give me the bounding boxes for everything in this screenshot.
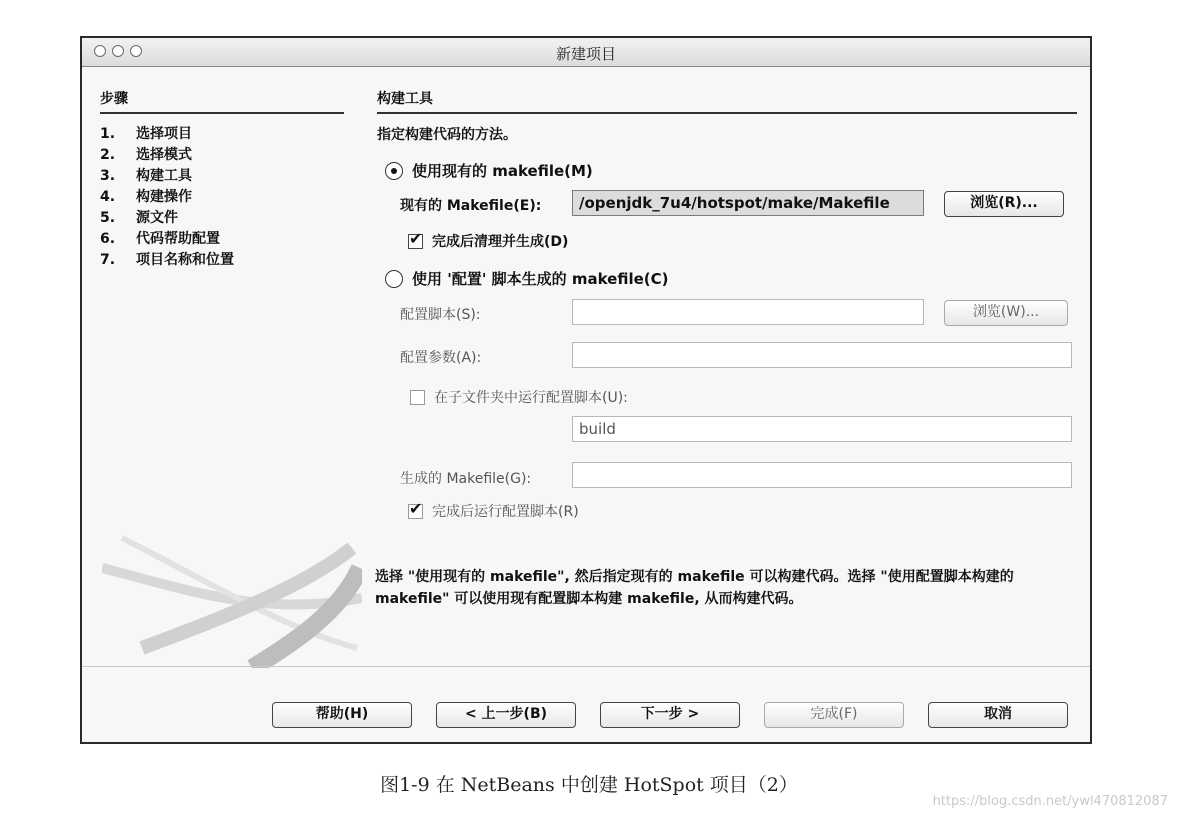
- step-item: 7. 项目名称和位置: [100, 252, 234, 268]
- panel-prompt: 指定构建代码的方法。: [377, 127, 517, 143]
- next-button[interactable]: 下一步 >: [600, 702, 740, 728]
- existing-makefile-label: 现有的 Makefile(E):: [400, 198, 542, 214]
- run-configure-after-checkbox[interactable]: ✔ 完成后运行配置脚本(R): [408, 501, 579, 521]
- help-description: 选择 "使用现有的 makefile", 然后指定现有的 makefile 可以构建代码。选择 "使用配置脚本构建的 makefile" 可以使用现有配置脚本构建 makefile, 从而构建代码。: [375, 569, 1014, 607]
- new-project-dialog: [80, 36, 1092, 744]
- finish-button[interactable]: 完成(F): [764, 702, 904, 728]
- radio-unselected-icon: [385, 270, 403, 288]
- subfolder-field[interactable]: build: [572, 416, 1072, 442]
- title-bar: [82, 38, 1090, 67]
- step-item: 5. 源文件: [100, 210, 178, 226]
- browse-script-button[interactable]: 浏览(W)...: [944, 300, 1068, 326]
- step-item: 4. 构建操作: [100, 189, 192, 205]
- step-item: 2. 选择模式: [100, 147, 192, 163]
- use-configure-script-radio[interactable]: 使用 '配置' 脚本生成的 makefile(C): [385, 268, 669, 289]
- browse-makefile-button[interactable]: 浏览(R)...: [944, 191, 1064, 217]
- radio-selected-icon: [385, 162, 403, 180]
- generated-makefile-label: 生成的 Makefile(G):: [400, 471, 532, 487]
- window-title: 新建项目: [555, 45, 616, 63]
- steps-list: [100, 124, 234, 271]
- step-item: 6. 代码帮助配置: [100, 231, 220, 247]
- figure-caption: 图1-9 在 NetBeans 中创建 HotSpot 项目（2）: [380, 774, 798, 796]
- configure-script-field[interactable]: [572, 299, 924, 325]
- configure-args-field[interactable]: [572, 342, 1072, 368]
- checkmark-icon: [408, 234, 423, 249]
- checkmark-icon: [408, 504, 423, 519]
- configure-args-label: 配置参数(A):: [400, 350, 482, 366]
- step-item: 1. 选择项目: [100, 126, 192, 142]
- steps-heading: 步骤: [100, 88, 344, 114]
- step-item: 3. 构建工具: [100, 168, 192, 184]
- use-existing-makefile-radio[interactable]: 使用现有的 makefile(M): [385, 160, 593, 181]
- run-in-subfolder-checkbox[interactable]: 在子文件夹中运行配置脚本(U):: [410, 387, 628, 407]
- clean-build-checkbox[interactable]: ✔ 完成后清理并生成(D): [408, 231, 568, 251]
- back-button[interactable]: < 上一步(B): [436, 702, 576, 728]
- checkbox-unchecked-icon: [410, 390, 425, 405]
- panel-heading: 构建工具: [377, 88, 1077, 114]
- footer-divider: [82, 666, 1090, 667]
- generated-makefile-field[interactable]: [572, 462, 1072, 488]
- help-button[interactable]: 帮助(H): [272, 702, 412, 728]
- existing-makefile-field[interactable]: /openjdk_7u4/hotspot/make/Makefile: [572, 190, 924, 216]
- configure-script-label: 配置脚本(S):: [400, 307, 481, 323]
- cancel-button[interactable]: 取消: [928, 702, 1068, 728]
- watermark: https://blog.csdn.net/ywl470812087: [932, 794, 1168, 809]
- decorative-swoosh-graphic: [102, 528, 362, 668]
